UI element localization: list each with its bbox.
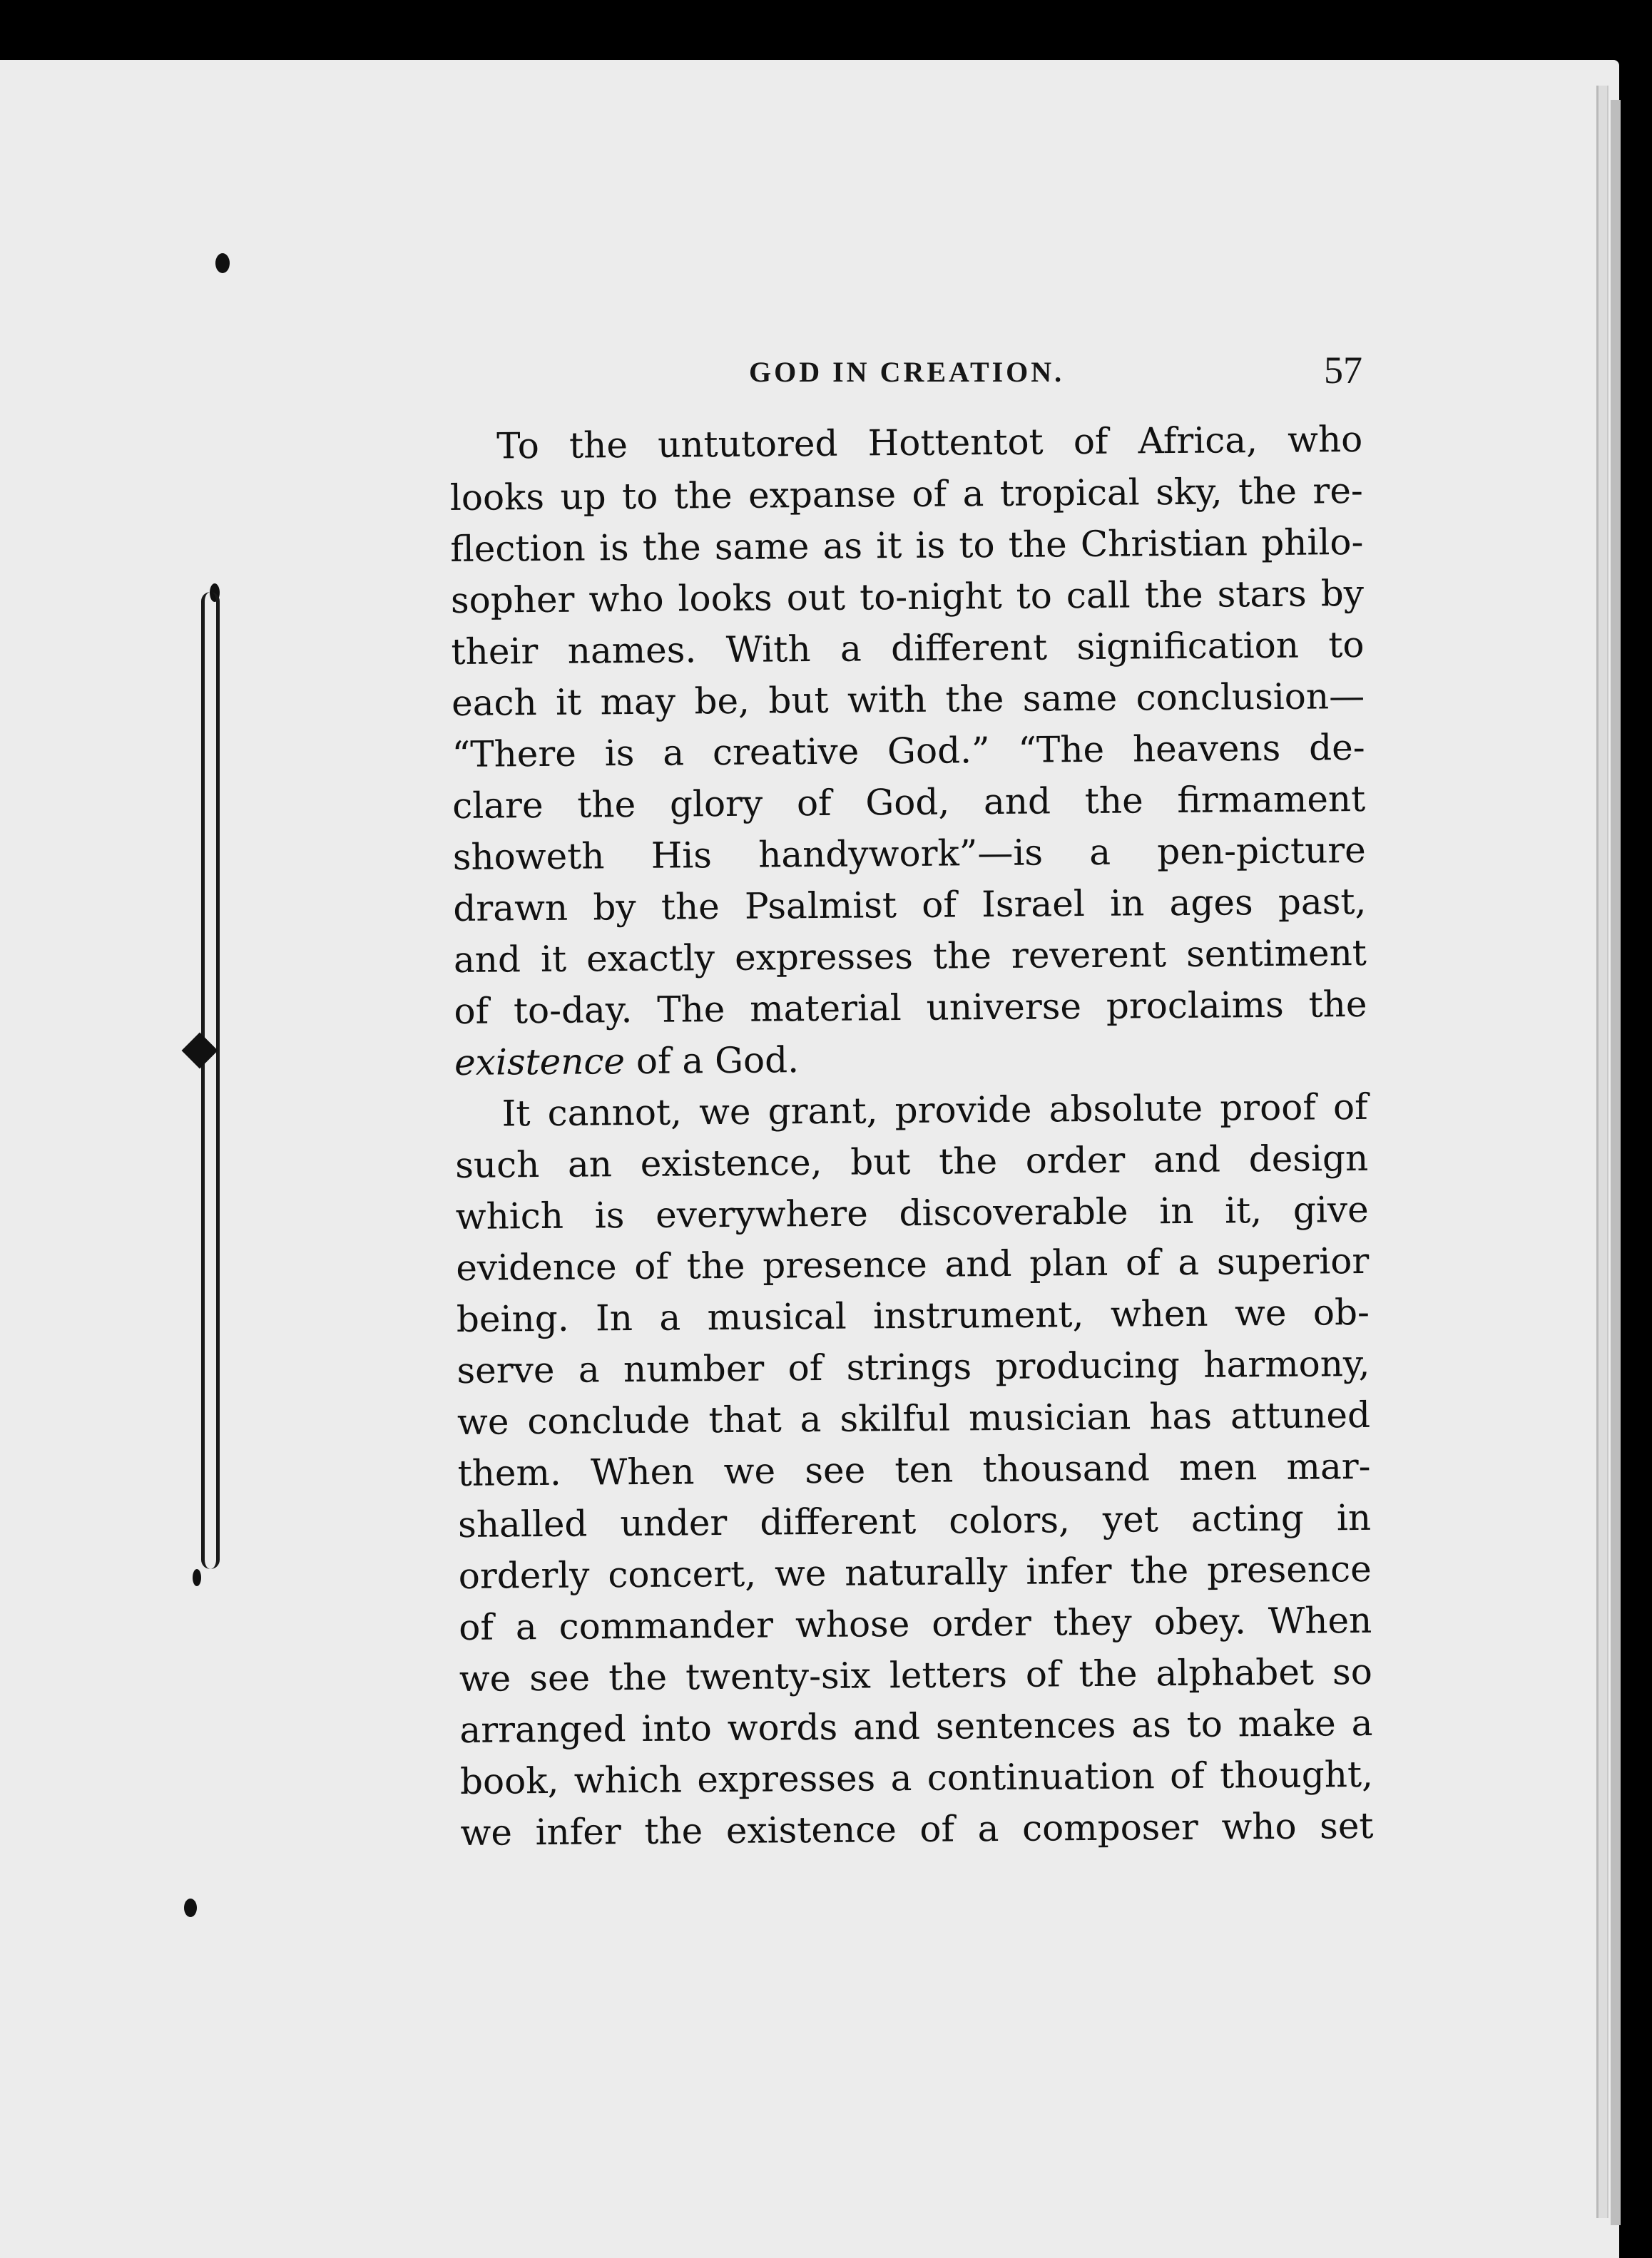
text-line: “There is a creative God.” “The heavens de- [452, 726, 1365, 775]
text-line: drawn by the Psalmist of Israel in ages past, [453, 880, 1367, 929]
text-line: each it may be, but with the same conclusion— [451, 675, 1365, 724]
text-line: book, which expresses a continuation of thought, [459, 1753, 1374, 1802]
binding-thread-end [193, 1569, 201, 1586]
binding-hole-top [215, 253, 230, 273]
text-line: serve a number of strings producing harmony, [457, 1342, 1370, 1391]
text-fragment: of a God. [624, 1039, 800, 1083]
text-line: It cannot, we grant, provide absolute proof of [501, 1085, 1368, 1135]
text-line: sopher who looks out to-night to call the stars by [450, 572, 1365, 621]
text-line: of a commander whose order they obey. When [459, 1599, 1372, 1648]
text-line: orderly concert, we naturally infer the presence [458, 1548, 1372, 1597]
text-line: their names. With a different signification to [451, 623, 1365, 673]
text-line: of to-day. The material universe proclaims the [454, 983, 1367, 1032]
page-number: 57 [1324, 349, 1362, 392]
text-line: them. When we see ten thousand men mar- [457, 1445, 1371, 1494]
text-line: being. In a musical instrument, when we ob- [456, 1291, 1370, 1340]
page-edge [1596, 86, 1608, 2218]
scan-border-right [1621, 60, 1652, 2258]
page-edge-shadow [1611, 100, 1621, 2225]
italic-word: existence [454, 1041, 626, 1083]
text-line: we infer the existence of a composer who set [460, 1804, 1374, 1854]
text-line: which is everywhere discoverable in it, give [455, 1188, 1369, 1237]
page-header [749, 351, 1362, 394]
scan-border-top [0, 0, 1652, 66]
text-line: such an existence, but the order and design [454, 1137, 1369, 1186]
text-line: we conclude that a skilful musician has attuned [457, 1394, 1371, 1443]
text-line: we see the twenty-six letters of the alphabet so [459, 1650, 1373, 1700]
text-line: showeth His handywork”—is a pen-picture [452, 829, 1366, 878]
text-line: arranged into words and sentences as to make a [459, 1702, 1373, 1751]
text-line: and it exactly expresses the reverent sentiment [453, 931, 1367, 981]
text-line: clare the glory of God, and the firmament [452, 777, 1366, 827]
body-text [449, 414, 1374, 1859]
text-line: To the untutored Hottentot of Africa, who [496, 418, 1363, 467]
binding-hole-bottom [184, 1899, 197, 1917]
binding-thread [201, 592, 220, 1569]
text-line: evidence of the presence and plan of a superior [456, 1240, 1370, 1289]
text-line: flection is the same as it is to the Christian philo- [450, 521, 1364, 570]
text-line: shalled under different colors, yet acting in [457, 1496, 1372, 1546]
text-line: looks up to the expanse of a tropical sky, the re- [449, 469, 1364, 518]
running-head: GOD IN CREATION. [749, 356, 1065, 388]
text-line-last [454, 1030, 1368, 1088]
